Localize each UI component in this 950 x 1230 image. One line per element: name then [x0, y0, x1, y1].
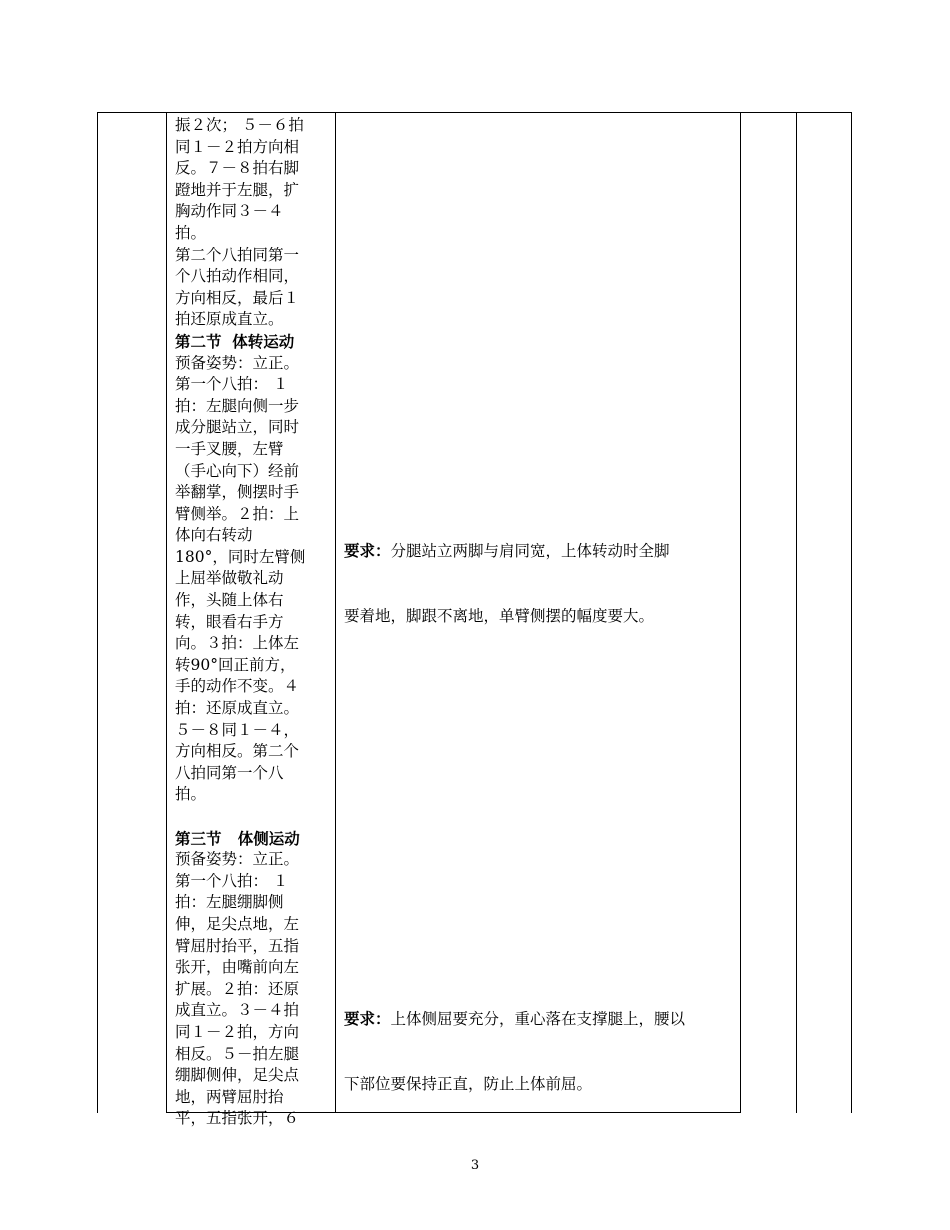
description-line: 同１－２拍，方向	[175, 1022, 300, 1041]
exercise-description-cell	[175, 115, 305, 1130]
table-right-border	[851, 112, 852, 1113]
requirement-text: 分腿站立两脚与肩同宽，上体转动时全脚	[390, 542, 670, 561]
requirement-text: 要着地，脚跟不离地，单臂侧摆的幅度要大。	[344, 606, 655, 625]
column-divider-3	[740, 112, 741, 1113]
description-line: 八拍同第一个八	[175, 763, 284, 782]
description-line: 拍。	[175, 223, 207, 242]
description-line: 拍：还原成直立。	[175, 699, 300, 718]
description-line: 预备姿势：立正。	[175, 850, 300, 869]
description-line: 反。７－８拍右脚	[175, 159, 300, 178]
description-line: 拍：左腿绷脚侧	[175, 893, 284, 912]
description-line: 第二个八拍同第一	[175, 245, 300, 264]
description-line: 个八拍动作相同，	[175, 267, 300, 286]
requirement-side-bend-exercise	[344, 965, 685, 1139]
description-line: 拍还原成直立。	[175, 310, 284, 329]
description-line: 臂屈肘抬平，五指	[175, 936, 300, 955]
description-line: 作，头随上体右	[175, 591, 284, 610]
requirement-label: 要求：	[344, 541, 391, 561]
description-line: 预备姿势：立正。	[175, 353, 300, 372]
description-line: 转，眼看右手方	[175, 612, 284, 631]
description-line: 第一个八拍： １	[175, 375, 289, 394]
description-line: 第一个八拍： １	[175, 871, 289, 890]
description-line: 成直立。３－４拍	[175, 1001, 300, 1020]
table-top-border	[97, 112, 852, 113]
description-line: 同１－２拍方向相	[175, 137, 300, 156]
description-line: 180°，同时左臂侧	[175, 547, 306, 566]
column-divider-2	[335, 112, 336, 1113]
description-line: 蹬地并于左腿，扩	[175, 180, 300, 199]
requirement-text: 下部位要保持正直，防止上体前屈。	[344, 1074, 593, 1093]
description-line: 转90°回正前方，	[175, 655, 296, 674]
description-line: 拍。	[175, 785, 207, 804]
description-line: 张开，由嘴前向左	[175, 958, 300, 977]
description-line: 绷脚侧伸，足尖点	[175, 1066, 300, 1085]
description-line: 上屈举做敬礼动	[175, 569, 284, 588]
description-line: （手心向下）经前	[175, 461, 300, 480]
description-line: 伸，足尖点地，左	[175, 914, 300, 933]
page-number: 3	[470, 1158, 480, 1173]
description-line: 地，两臂屈肘抬	[175, 1087, 284, 1106]
description-line: 体向右转动	[175, 526, 253, 545]
table-left-border	[97, 112, 98, 1113]
description-line: 臂侧举。２拍：上	[175, 504, 300, 523]
description-line: 成分腿站立，同时	[175, 418, 300, 437]
description-line: 平，五指张开，６	[175, 1109, 300, 1128]
requirement-text: 上体侧屈要充分，重心落在支撑腿上，腰以	[390, 1010, 686, 1029]
requirement-label: 要求：	[344, 1009, 391, 1029]
requirement-turn-exercise	[344, 497, 670, 671]
description-line: ５－８同１－４，	[175, 720, 300, 739]
description-line: 扩展。２拍：还原	[175, 979, 300, 998]
description-line: 举翻掌，侧摆时手	[175, 483, 300, 502]
description-line: 胸动作同３－４	[175, 202, 284, 221]
description-line: 拍：左腿向侧一步	[175, 396, 300, 415]
description-line: 向。３拍：上体左	[175, 634, 300, 653]
column-divider-4	[796, 112, 797, 1113]
description-line: 相反。５－拍左腿	[175, 1044, 300, 1063]
section-heading: 第二节 体转运动	[175, 331, 295, 351]
description-line: 方向相反。第二个	[175, 742, 300, 761]
description-line: 一手叉腰，左臂	[175, 439, 284, 458]
description-line	[175, 806, 305, 828]
description-line: 手的动作不变。４	[175, 677, 300, 696]
description-line: 方向相反，最后１	[175, 288, 300, 307]
column-divider-1	[166, 112, 167, 1113]
description-line: 振２次； ５－６拍	[175, 116, 304, 134]
section-heading: 第三节 体侧运动	[175, 828, 300, 848]
